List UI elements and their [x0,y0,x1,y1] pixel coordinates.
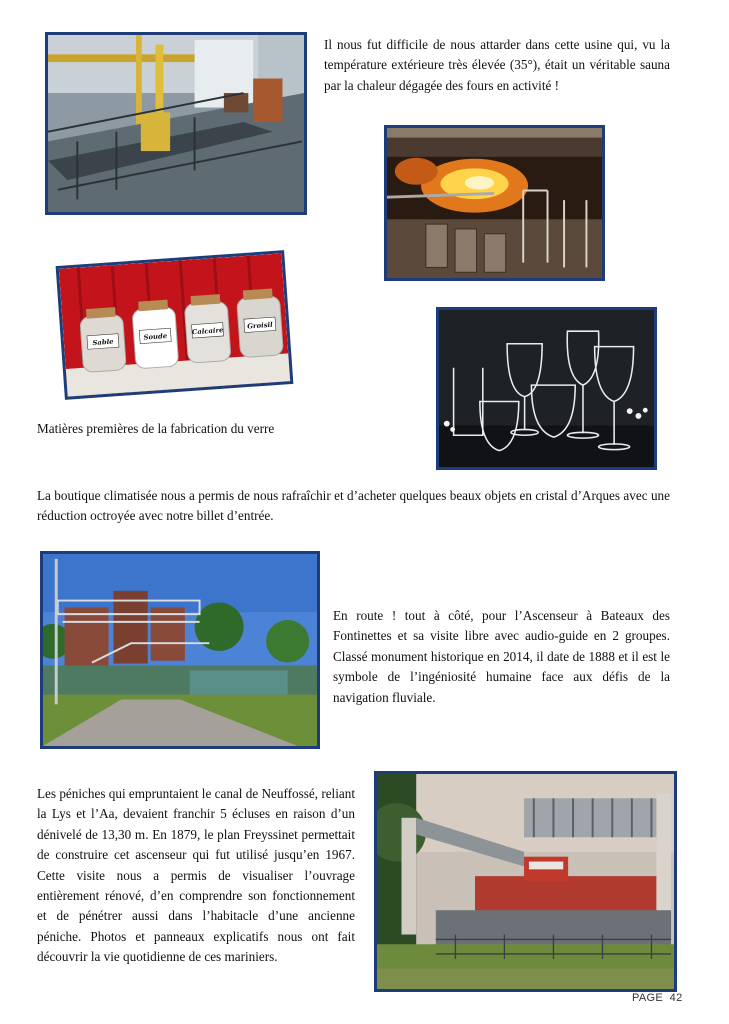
crystal-glasses-photo [436,307,657,470]
factory-heat-paragraph: Il nous fut difficile de nous attarder dans cette usine qui, vu la température extérieure très élevée (35°), était un véritable sauna par la chaleur dégagée des fours en activité ! [324,37,670,93]
en-route-paragraph: En route ! tout à côté, pour l’Ascenseur à Bateaux des Fontinettes et sa visite libre avec audio-guide en 2 groupes. Classé monument historique en 2014, il date de 1888 et il est le symbole de l’ingéniosité humaine face aux défis de la navigation fluviale. [333,608,670,705]
raw-materials-jars-photo [56,250,294,400]
boat-lift-barge-photo [374,771,677,992]
jar-label-groisil: Groisil [246,320,273,331]
glass-furnace-photo [384,125,605,281]
raw-materials-caption: Matières premières de la fabrication du verre [37,421,275,436]
boat-lift-exterior-photo [40,551,320,749]
jar-label-calcaire: Calcaire [191,326,224,337]
factory-interior-photo [45,32,307,215]
jar-label-sable: Sable [92,337,114,348]
peniches-paragraph: Les péniches qui empruntaient le canal de Neuffossé, reliant la Lys et l’Aa, devaient franchir 5 écluses en raison d’un dénivelé de 13,30 m. En 1879, le plan Freyssinet permettait de construire cet ascenseur qui fut utilisé jusqu’en 1967. Cette visite nous a permis de visualiser l’ouvrage entièrement rénové, d’en comprendre son fonctionnement et de pénétrer aussi dans l’habitacle d’une ancienne péniche. Photos et panneaux explicatifs nous ont fait découvrir la vie quotidienne de ces mariniers. [37,786,355,965]
boutique-paragraph: La boutique climatisée nous a permis de nous rafraîchir et d’acheter quelques beaux objets en cristal d’Arques avec une réduction octroyée avec notre billet d’entrée. [37,488,670,524]
page-number: PAGE 42 [632,992,683,1004]
jar-label-soude: Soude [143,332,168,342]
